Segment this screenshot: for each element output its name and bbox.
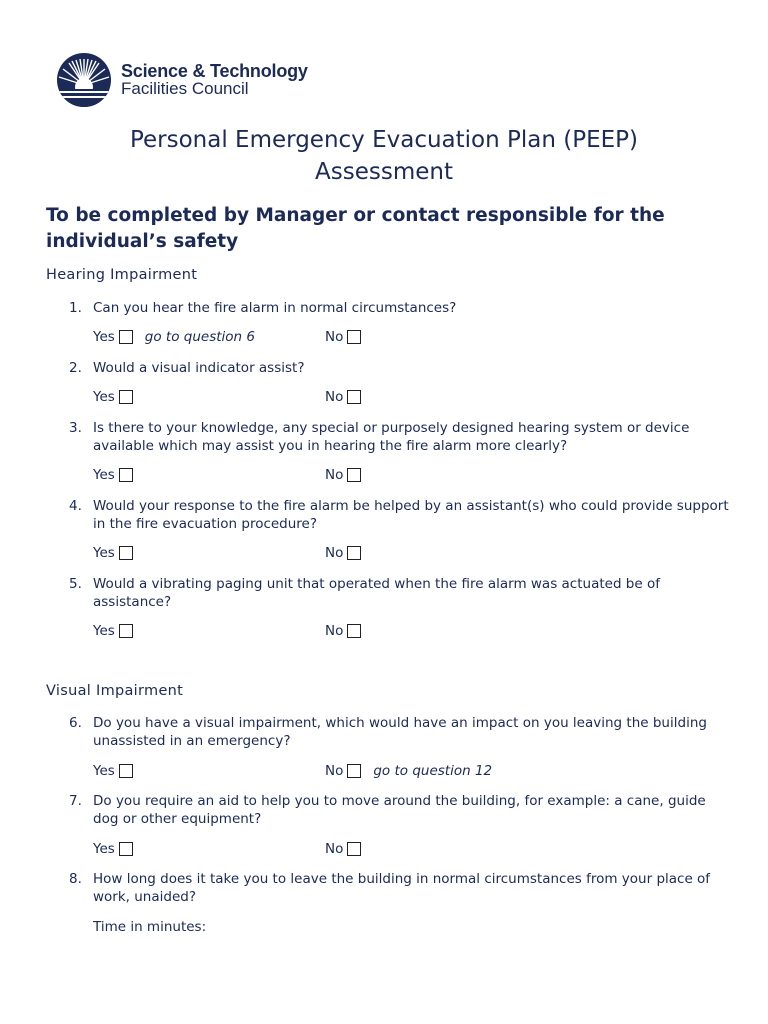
question-number: 7. xyxy=(69,793,82,809)
option-yes xyxy=(93,623,133,639)
question-6 xyxy=(69,714,729,750)
question-text: Can you hear the fire alarm in normal circumstances? xyxy=(93,300,457,316)
goto-note: go to question 12 xyxy=(373,763,493,779)
question-8 xyxy=(69,870,729,906)
yes-label: Yes xyxy=(93,623,115,639)
option-yes xyxy=(93,763,133,779)
question-number: 6. xyxy=(69,715,82,731)
question-number: 2. xyxy=(69,360,82,376)
q6-yes-checkbox[interactable] xyxy=(119,764,133,778)
yes-label: Yes xyxy=(93,841,115,857)
yes-label: Yes xyxy=(93,389,115,405)
section-heading-visual: Visual Impairment xyxy=(46,683,184,699)
section-heading-hearing: Hearing Impairment xyxy=(46,267,198,283)
title-line-2: Assessment xyxy=(315,159,453,185)
question-5 xyxy=(69,575,729,611)
no-label: No xyxy=(325,467,344,483)
q2-yes-checkbox[interactable] xyxy=(119,390,133,404)
logo-wordmark xyxy=(121,62,308,98)
answer-row-3 xyxy=(93,467,713,485)
q7-yes-checkbox[interactable] xyxy=(119,842,133,856)
question-number: 8. xyxy=(69,871,82,887)
q3-yes-checkbox[interactable] xyxy=(119,468,133,482)
question-2 xyxy=(69,359,729,377)
option-yes xyxy=(93,389,133,405)
option-no xyxy=(325,763,492,779)
question-text: Do you require an aid to help you to move around the building, for example: a cane, guide dog or other equipment? xyxy=(93,793,706,827)
question-1 xyxy=(69,299,729,317)
option-yes xyxy=(93,329,255,345)
stfc-logo xyxy=(57,53,308,107)
q7-no-checkbox[interactable] xyxy=(347,842,361,856)
no-label: No xyxy=(325,763,344,779)
answer-row-7 xyxy=(93,841,713,859)
answer-row-6 xyxy=(93,763,713,781)
q2-no-checkbox[interactable] xyxy=(347,390,361,404)
option-no xyxy=(325,389,361,405)
option-no xyxy=(325,467,361,483)
option-no xyxy=(325,329,361,345)
q4-yes-checkbox[interactable] xyxy=(119,546,133,560)
answer-row-1 xyxy=(93,329,713,347)
question-text: Would your response to the fire alarm be helped by an assistant(s) who could provide support in the fire evacuation procedure? xyxy=(93,498,729,532)
q1-yes-checkbox[interactable] xyxy=(119,330,133,344)
question-text: Is there to your knowledge, any special or purposely designed hearing system or device available which may assist you in hearing the fire alarm more clearly? xyxy=(93,420,690,454)
question-text: Do you have a visual impairment, which would have an impact on you leaving the building unassisted in an emergency? xyxy=(93,715,707,749)
logo-line-2: Facilities Council xyxy=(121,79,249,98)
q4-no-checkbox[interactable] xyxy=(347,546,361,560)
answer-row-5 xyxy=(93,623,713,641)
question-7 xyxy=(69,792,729,828)
question-number: 4. xyxy=(69,498,82,514)
no-label: No xyxy=(325,623,344,639)
q1-no-checkbox[interactable] xyxy=(347,330,361,344)
question-text: Would a visual indicator assist? xyxy=(93,360,305,376)
no-label: No xyxy=(325,545,344,561)
goto-note: go to question 6 xyxy=(144,329,255,345)
time-in-minutes-label: Time in minutes: xyxy=(93,919,207,935)
yes-label: Yes xyxy=(93,545,115,561)
question-text: How long does it take you to leave the building in normal circumstances from your place of work, unaided? xyxy=(93,871,711,905)
yes-label: Yes xyxy=(93,329,115,345)
question-3 xyxy=(69,419,729,455)
question-number: 1. xyxy=(69,300,82,316)
option-yes xyxy=(93,841,133,857)
question-4 xyxy=(69,497,729,533)
document-title xyxy=(0,124,768,188)
no-label: No xyxy=(325,389,344,405)
answer-row-4 xyxy=(93,545,713,563)
option-yes xyxy=(93,545,133,561)
subtitle: To be completed by Manager or contact responsible for the individual’s safety xyxy=(46,205,665,252)
title-line-1: Personal Emergency Evacuation Plan (PEEP) xyxy=(129,127,639,153)
q6-no-checkbox[interactable] xyxy=(347,764,361,778)
question-text: Would a vibrating paging unit that operated when the fire alarm was actuated be of assistance? xyxy=(93,576,660,610)
question-number: 5. xyxy=(69,576,82,592)
option-no xyxy=(325,545,361,561)
q3-no-checkbox[interactable] xyxy=(347,468,361,482)
q5-yes-checkbox[interactable] xyxy=(119,624,133,638)
q5-no-checkbox[interactable] xyxy=(347,624,361,638)
question-number: 3. xyxy=(69,420,82,436)
yes-label: Yes xyxy=(93,763,115,779)
option-yes xyxy=(93,467,133,483)
option-no xyxy=(325,623,361,639)
no-label: No xyxy=(325,329,344,345)
yes-label: Yes xyxy=(93,467,115,483)
answer-row-2 xyxy=(93,389,713,407)
no-label: No xyxy=(325,841,344,857)
option-no xyxy=(325,841,361,857)
sunrise-logo-icon xyxy=(57,53,111,107)
logo-line-1: Science & Technology xyxy=(121,61,308,81)
